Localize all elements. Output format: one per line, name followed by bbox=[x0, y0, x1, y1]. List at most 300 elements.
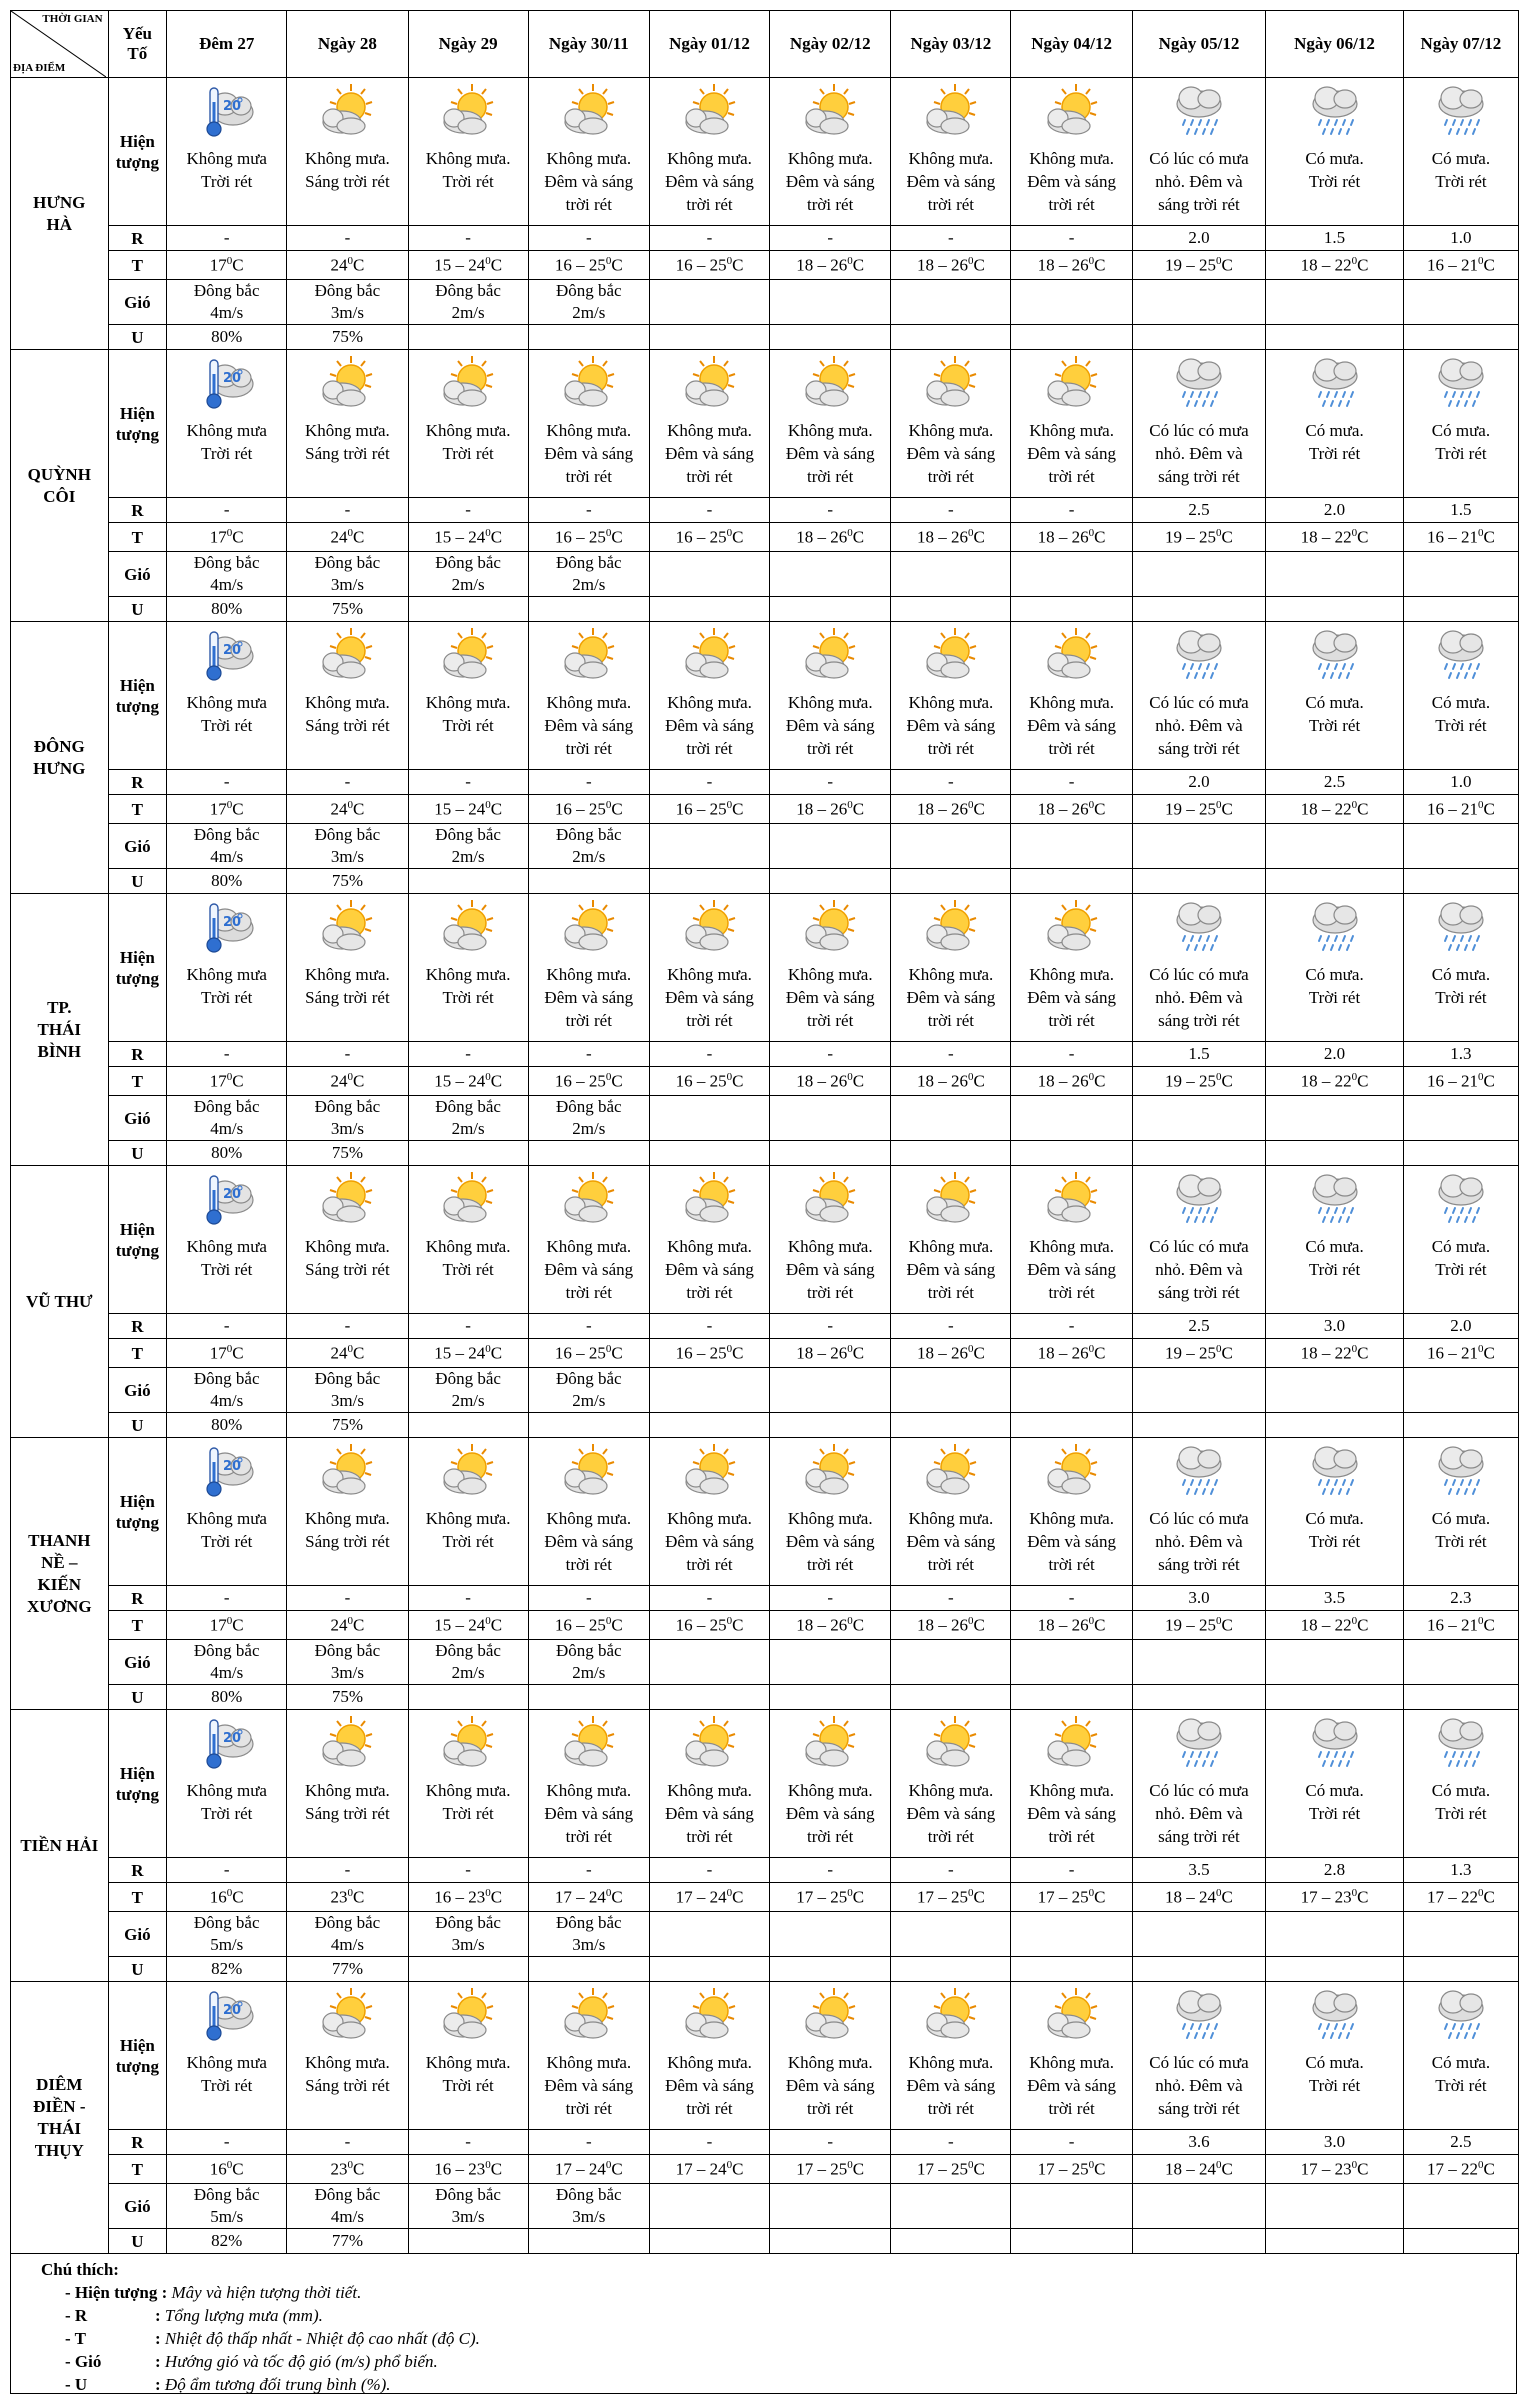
weather-description bbox=[528, 2048, 649, 2130]
description-line: Không mưa. bbox=[546, 693, 632, 712]
weather-icon-cell bbox=[770, 1438, 891, 1505]
rain-value: 2.5 bbox=[1132, 1314, 1266, 1339]
temperature-value bbox=[287, 1339, 408, 1368]
weather-description bbox=[649, 1232, 769, 1314]
factor-label-line: tượng bbox=[115, 2056, 159, 2076]
factor-label-line: Hiện bbox=[119, 947, 155, 967]
humidity-value bbox=[1266, 1413, 1404, 1438]
description-line: Đêm và sáng bbox=[785, 444, 875, 463]
weather-description bbox=[287, 1776, 408, 1858]
temperature-value bbox=[770, 2155, 891, 2184]
temperature-range: 18 – 22 bbox=[1300, 255, 1352, 275]
wind-value bbox=[408, 824, 528, 869]
weather-icon-cell bbox=[287, 894, 408, 961]
degree-mark: 0 bbox=[605, 798, 612, 811]
weather-icon-cell bbox=[167, 1166, 287, 1233]
wind-value bbox=[408, 1096, 528, 1141]
temperature-range: 18 – 22 bbox=[1300, 1615, 1352, 1635]
wind-speed: 4m/s bbox=[210, 1119, 244, 1138]
temperature-range: 17 – 24 bbox=[675, 2159, 727, 2179]
temperature-unit: C bbox=[232, 1887, 244, 1907]
temperature-range: 18 – 26 bbox=[1037, 1071, 1089, 1091]
description-line: Trời rét bbox=[1308, 716, 1361, 735]
description-line: Không mưa. bbox=[1029, 1781, 1114, 1800]
wind-value bbox=[1403, 280, 1518, 325]
wind-speed: 4m/s bbox=[210, 1391, 244, 1410]
humidity-value bbox=[649, 1141, 769, 1166]
wind-row bbox=[11, 280, 1519, 325]
factor-u: U bbox=[108, 325, 167, 350]
rain-value: - bbox=[167, 770, 287, 795]
sun-cloud-icon bbox=[678, 1170, 742, 1228]
weather-description bbox=[528, 1776, 649, 1858]
humidity-value: 75% bbox=[287, 325, 408, 350]
factor-hien-tuong bbox=[108, 78, 167, 226]
degree-mark: 0 bbox=[226, 798, 233, 811]
description-line: Sáng trời rét bbox=[305, 172, 390, 191]
sun-cloud-icon bbox=[919, 1442, 983, 1500]
weather-icon-cell bbox=[1132, 350, 1266, 417]
degree-mark: 0 bbox=[226, 1614, 233, 1627]
description-line: Không mưa. bbox=[908, 693, 994, 712]
description-line: Không mưa. bbox=[787, 693, 873, 712]
description-line: trời rét bbox=[686, 467, 733, 486]
temperature-range: 18 – 26 bbox=[916, 527, 968, 547]
wind-direction: Đông bắc bbox=[193, 825, 260, 844]
weather-icon-cell bbox=[287, 1438, 408, 1505]
factor-u: U bbox=[108, 869, 167, 894]
factor-r: R bbox=[108, 1042, 167, 1067]
weather-description bbox=[167, 1776, 287, 1858]
factor-header-line-2: Tố bbox=[127, 44, 148, 63]
icon-row bbox=[11, 1982, 1519, 2049]
rain-value: 2.0 bbox=[1403, 1314, 1518, 1339]
description-line: Không mưa. bbox=[305, 149, 390, 168]
rain-value: 1.3 bbox=[1403, 1858, 1518, 1883]
description-line: Trời rét bbox=[1308, 1804, 1361, 1823]
temperature-unit: C bbox=[852, 255, 865, 275]
humidity-value bbox=[1132, 1413, 1266, 1438]
wind-speed: 4m/s bbox=[210, 575, 244, 594]
sun-cloud-icon bbox=[919, 354, 983, 412]
degree-mark: 0 bbox=[1478, 1070, 1484, 1083]
weather-description bbox=[649, 1504, 769, 1586]
temperature-unit: C bbox=[732, 1071, 744, 1091]
factor-t: T bbox=[108, 1339, 167, 1368]
legend-key: - T bbox=[65, 2329, 86, 2348]
weather-description bbox=[1266, 688, 1404, 770]
wind-direction: Đông bắc bbox=[555, 2185, 622, 2204]
temperature-range: 19 – 25 bbox=[1165, 527, 1217, 547]
sun-cloud-icon bbox=[1040, 1170, 1104, 1228]
weather-description bbox=[287, 1504, 408, 1586]
wind-speed: 3m/s bbox=[330, 1663, 364, 1682]
description-line: Không mưa. bbox=[667, 1781, 752, 1800]
sun-cloud-icon bbox=[919, 1170, 983, 1228]
rain-value: - bbox=[1011, 226, 1132, 251]
degree-mark: 0 bbox=[605, 2158, 612, 2171]
weather-description bbox=[1266, 960, 1404, 1042]
degree-mark: 0 bbox=[1088, 1342, 1095, 1355]
wind-row bbox=[11, 1368, 1519, 1413]
location-name-line: THANH bbox=[28, 1530, 91, 1550]
temperature-unit: C bbox=[732, 1615, 744, 1635]
degree-mark: 0 bbox=[485, 526, 491, 539]
rain-value: - bbox=[167, 226, 287, 251]
rain-value: - bbox=[891, 1858, 1011, 1883]
temperature-range: 19 – 25 bbox=[1165, 799, 1217, 819]
weather-description bbox=[408, 2048, 528, 2130]
location-name-line: HÀ bbox=[46, 214, 73, 234]
wind-value bbox=[770, 1096, 891, 1141]
temperature-range: 17 – 23 bbox=[1300, 2159, 1352, 2179]
degree-mark: 0 bbox=[726, 1070, 733, 1083]
temperature-range: 17 bbox=[209, 527, 227, 547]
description-line: Trời rét bbox=[1435, 1804, 1487, 1823]
weather-icon-cell bbox=[1132, 1982, 1266, 2049]
rain-value: - bbox=[408, 2130, 528, 2155]
sun-cloud-icon bbox=[557, 1986, 621, 2044]
location-name-line: VŨ THƯ bbox=[25, 1291, 93, 1311]
rain-cloud-icon bbox=[1429, 898, 1493, 956]
weather-description bbox=[1132, 416, 1266, 498]
weather-description bbox=[408, 1776, 528, 1858]
temperature-range: 16 – 25 bbox=[554, 527, 606, 547]
icon-row bbox=[11, 78, 1519, 145]
degree-mark: 0 bbox=[605, 1070, 612, 1083]
weather-icon-cell bbox=[1266, 350, 1404, 417]
factor-hien-tuong bbox=[108, 1982, 167, 2130]
temperature-value bbox=[528, 1339, 649, 1368]
weather-description bbox=[287, 144, 408, 226]
degree-mark: 0 bbox=[485, 1614, 491, 1627]
location-name-line: NỀ – bbox=[41, 1552, 78, 1572]
weather-description bbox=[649, 688, 769, 770]
degree-mark: 0 bbox=[967, 2158, 974, 2171]
weather-description bbox=[1403, 416, 1518, 498]
factor-hien-tuong bbox=[108, 894, 167, 1042]
rain-cloud-icon bbox=[1167, 626, 1231, 684]
wind-speed: 2m/s bbox=[572, 1119, 606, 1138]
temperature-value bbox=[1132, 1611, 1266, 1640]
rain-cloud-icon bbox=[1167, 1714, 1231, 1772]
description-line: trời rét bbox=[686, 1555, 733, 1574]
description-line: Trời rét bbox=[1308, 172, 1361, 191]
weather-icon-cell bbox=[1011, 1982, 1132, 2049]
temperature-value bbox=[1132, 1883, 1266, 1912]
description-line: Không mưa bbox=[186, 1237, 267, 1256]
rain-value: - bbox=[1011, 2130, 1132, 2155]
factor-gio: Gió bbox=[108, 1096, 167, 1141]
temperature-value bbox=[891, 1611, 1011, 1640]
weather-icon-cell bbox=[408, 1710, 528, 1777]
temperature-value bbox=[891, 1339, 1011, 1368]
rain-value: 2.8 bbox=[1266, 1858, 1404, 1883]
wind-value bbox=[1403, 1368, 1518, 1413]
description-line: sáng trời rét bbox=[1158, 1555, 1240, 1574]
description-row bbox=[11, 960, 1519, 1042]
degree-mark: 0 bbox=[1351, 526, 1358, 539]
degree-mark: 0 bbox=[347, 798, 353, 811]
wind-direction: Đông bắc bbox=[435, 1097, 501, 1116]
humidity-row bbox=[11, 2229, 1519, 2254]
svg-text:20: 20 bbox=[222, 99, 241, 114]
description-line: Có mưa. bbox=[1305, 2053, 1364, 2072]
temperature-range: 18 – 26 bbox=[916, 1343, 968, 1363]
description-line: Có mưa. bbox=[1431, 693, 1491, 712]
rain-row bbox=[11, 2130, 1519, 2155]
degree-mark: 0 bbox=[605, 254, 612, 267]
description-line: Không mưa. bbox=[908, 1509, 994, 1528]
legend-item bbox=[29, 2281, 1516, 2304]
wind-value bbox=[649, 824, 769, 869]
location-cell bbox=[11, 622, 109, 894]
sun-cloud-icon bbox=[1040, 1442, 1104, 1500]
wind-value bbox=[1132, 280, 1266, 325]
wind-direction: Đông bắc bbox=[314, 1097, 381, 1116]
factor-label-line: Hiện bbox=[119, 1219, 155, 1239]
weather-description bbox=[1266, 416, 1404, 498]
degree-mark: 0 bbox=[1088, 798, 1095, 811]
description-line: Có mưa. bbox=[1431, 421, 1491, 440]
wind-value bbox=[649, 280, 769, 325]
description-line: Không mưa. bbox=[425, 1237, 511, 1256]
humidity-value: 82% bbox=[167, 1957, 287, 1982]
description-line: Đêm và sáng bbox=[1027, 444, 1116, 463]
temperature-unit: C bbox=[352, 255, 365, 275]
degree-mark: 0 bbox=[226, 1070, 233, 1083]
humidity-value bbox=[770, 869, 891, 894]
wind-value bbox=[1011, 552, 1132, 597]
temperature-row bbox=[11, 1339, 1519, 1368]
temperature-value bbox=[1266, 1339, 1404, 1368]
degree-mark: 0 bbox=[347, 1886, 353, 1899]
description-line: Trời rét bbox=[442, 2076, 494, 2095]
degree-mark: 0 bbox=[1216, 798, 1222, 811]
humidity-value bbox=[1011, 325, 1132, 350]
rain-value: 2.5 bbox=[1266, 770, 1404, 795]
description-row bbox=[11, 1504, 1519, 1586]
thermometer-cloud-icon bbox=[195, 1170, 259, 1228]
description-line: Có lúc có mưa bbox=[1149, 965, 1249, 984]
temperature-value bbox=[408, 523, 528, 552]
wind-value bbox=[649, 1096, 769, 1141]
rain-value: - bbox=[770, 1042, 891, 1067]
temperature-unit: C bbox=[1221, 527, 1233, 547]
description-line: trời rét bbox=[807, 1555, 854, 1574]
sun-cloud-icon bbox=[315, 1170, 379, 1228]
factor-gio: Gió bbox=[108, 1640, 167, 1685]
temperature-unit: C bbox=[490, 527, 503, 547]
location-name-line: KIẾN bbox=[37, 1574, 82, 1594]
humidity-value bbox=[770, 1413, 891, 1438]
weather-icon-cell bbox=[528, 1982, 649, 2049]
description-line: trời rét bbox=[1048, 1283, 1095, 1302]
weather-icon-cell bbox=[1266, 1166, 1404, 1233]
temperature-range: 18 – 22 bbox=[1300, 799, 1352, 819]
description-line: Trời rét bbox=[201, 444, 253, 463]
temperature-unit: C bbox=[1221, 1343, 1233, 1363]
description-line: Không mưa. bbox=[546, 965, 632, 984]
factor-label-line: tượng bbox=[115, 152, 159, 172]
wind-value bbox=[1011, 1368, 1132, 1413]
description-line: Không mưa. bbox=[787, 1237, 873, 1256]
description-line: Không mưa bbox=[186, 965, 267, 984]
weather-icon-cell bbox=[1403, 622, 1518, 689]
temperature-range: 18 – 26 bbox=[796, 255, 848, 275]
description-row bbox=[11, 688, 1519, 770]
weather-icon-cell bbox=[167, 622, 287, 689]
rain-cloud-icon bbox=[1429, 1986, 1493, 2044]
sun-cloud-icon bbox=[1040, 82, 1104, 140]
temperature-range: 18 – 26 bbox=[796, 1071, 848, 1091]
weather-description bbox=[891, 2048, 1011, 2130]
rain-value: - bbox=[1011, 1042, 1132, 1067]
weather-description bbox=[528, 1232, 649, 1314]
humidity-value bbox=[1266, 1685, 1404, 1710]
description-line: Không mưa. bbox=[667, 2053, 752, 2072]
humidity-value bbox=[770, 325, 891, 350]
description-line: Không mưa. bbox=[305, 965, 390, 984]
rain-value: - bbox=[408, 1586, 528, 1611]
svg-text:20: 20 bbox=[222, 643, 241, 658]
description-line: Không mưa. bbox=[667, 693, 752, 712]
weather-icon-cell bbox=[770, 1166, 891, 1233]
humidity-value: 75% bbox=[287, 1413, 408, 1438]
degree-mark: 0 bbox=[967, 798, 974, 811]
description-row bbox=[11, 416, 1519, 498]
temperature-row bbox=[11, 251, 1519, 280]
weather-icon-cell bbox=[167, 894, 287, 961]
weather-description bbox=[1011, 416, 1132, 498]
temperature-value bbox=[891, 2155, 1011, 2184]
rain-value: - bbox=[649, 1042, 769, 1067]
description-line: Không mưa. bbox=[787, 421, 873, 440]
forecast-table bbox=[10, 10, 1519, 2254]
weather-icon-cell bbox=[770, 622, 891, 689]
factor-r: R bbox=[108, 770, 167, 795]
rain-value: - bbox=[528, 1858, 649, 1883]
legend-sep: : bbox=[155, 2375, 161, 2394]
wind-direction: Đông bắc bbox=[435, 825, 501, 844]
rain-row bbox=[11, 1858, 1519, 1883]
degree-mark: 0 bbox=[347, 1342, 353, 1355]
rain-value: - bbox=[649, 1858, 769, 1883]
description-line: Đêm và sáng bbox=[544, 1804, 634, 1823]
description-line: Có mưa. bbox=[1431, 1237, 1491, 1256]
rain-value: - bbox=[408, 770, 528, 795]
weather-icon-cell bbox=[1011, 1166, 1132, 1233]
rain-cloud-icon bbox=[1303, 1442, 1367, 1500]
temperature-value bbox=[770, 1339, 891, 1368]
temperature-unit: C bbox=[1357, 1343, 1369, 1363]
description-line: trời rét bbox=[1048, 1011, 1095, 1030]
temperature-unit: C bbox=[732, 2159, 744, 2179]
description-line: Trời rét bbox=[442, 1532, 494, 1551]
degree-mark: 0 bbox=[967, 1070, 974, 1083]
weather-description bbox=[167, 416, 287, 498]
wind-value bbox=[287, 1368, 408, 1413]
weather-icon-cell bbox=[891, 1166, 1011, 1233]
humidity-row bbox=[11, 1957, 1519, 1982]
rain-value: - bbox=[528, 1042, 649, 1067]
rain-value: - bbox=[408, 1858, 528, 1883]
temperature-unit: C bbox=[1094, 527, 1106, 547]
day-header: Ngày 01/12 bbox=[649, 11, 769, 78]
description-line: Đêm và sáng bbox=[665, 2076, 754, 2095]
temperature-value bbox=[1266, 1883, 1404, 1912]
rain-value: - bbox=[528, 2130, 649, 2155]
temperature-value bbox=[528, 2155, 649, 2184]
wind-speed: 2m/s bbox=[451, 303, 485, 322]
icon-row bbox=[11, 622, 1519, 689]
temperature-row bbox=[11, 795, 1519, 824]
weather-description bbox=[528, 960, 649, 1042]
corner-time-label: THỜI GIAN bbox=[42, 13, 103, 25]
temperature-range: 18 – 26 bbox=[916, 255, 968, 275]
description-row bbox=[11, 144, 1519, 226]
description-line: sáng trời rét bbox=[1158, 739, 1240, 758]
temperature-range: 17 bbox=[209, 255, 227, 275]
legend-value: Mây và hiện tượng thời tiết. bbox=[171, 2283, 362, 2302]
humidity-value: 80% bbox=[167, 1141, 287, 1166]
factor-u: U bbox=[108, 1141, 167, 1166]
wind-direction: Đông bắc bbox=[193, 1097, 260, 1116]
description-line: Không mưa. bbox=[908, 1781, 994, 1800]
factor-header bbox=[108, 11, 167, 78]
description-line: Không mưa. bbox=[667, 1237, 752, 1256]
description-row bbox=[11, 1232, 1519, 1314]
weather-description bbox=[287, 688, 408, 770]
wind-speed: 4m/s bbox=[330, 1935, 364, 1954]
wind-value bbox=[1403, 1640, 1518, 1685]
description-line: Không mưa. bbox=[305, 2053, 390, 2072]
temperature-range: 19 – 25 bbox=[1165, 1071, 1217, 1091]
humidity-value bbox=[649, 869, 769, 894]
humidity-value bbox=[1132, 1685, 1266, 1710]
temperature-range: 15 – 24 bbox=[434, 527, 486, 547]
weather-description bbox=[408, 688, 528, 770]
temperature-value bbox=[408, 1611, 528, 1640]
weather-icon-cell bbox=[1403, 1710, 1518, 1777]
temperature-unit: C bbox=[611, 255, 623, 275]
weather-description bbox=[770, 688, 891, 770]
description-line: Có mưa. bbox=[1305, 421, 1364, 440]
description-line: sáng trời rét bbox=[1158, 1011, 1240, 1030]
sun-cloud-icon bbox=[315, 1986, 379, 2044]
temperature-unit: C bbox=[611, 1071, 623, 1091]
wind-value bbox=[1266, 552, 1404, 597]
wind-direction: Đông bắc bbox=[555, 553, 622, 572]
temperature-unit: C bbox=[1094, 1887, 1106, 1907]
description-line: Không mưa. bbox=[1029, 1509, 1114, 1528]
weather-icon-cell bbox=[287, 1710, 408, 1777]
degree-mark: 0 bbox=[226, 2158, 233, 2171]
sun-cloud-icon bbox=[798, 354, 862, 412]
temperature-value bbox=[528, 795, 649, 824]
wind-value bbox=[891, 1096, 1011, 1141]
forecast-document bbox=[10, 10, 1519, 2394]
weather-description bbox=[408, 1504, 528, 1586]
temperature-value bbox=[528, 1883, 649, 1912]
temperature-range: 24 bbox=[330, 255, 348, 275]
temperature-unit: C bbox=[852, 1887, 865, 1907]
legend-item bbox=[29, 2304, 1516, 2327]
temperature-value bbox=[167, 795, 287, 824]
humidity-value: 80% bbox=[167, 869, 287, 894]
humidity-value bbox=[408, 597, 528, 622]
weather-icon-cell bbox=[167, 1710, 287, 1777]
